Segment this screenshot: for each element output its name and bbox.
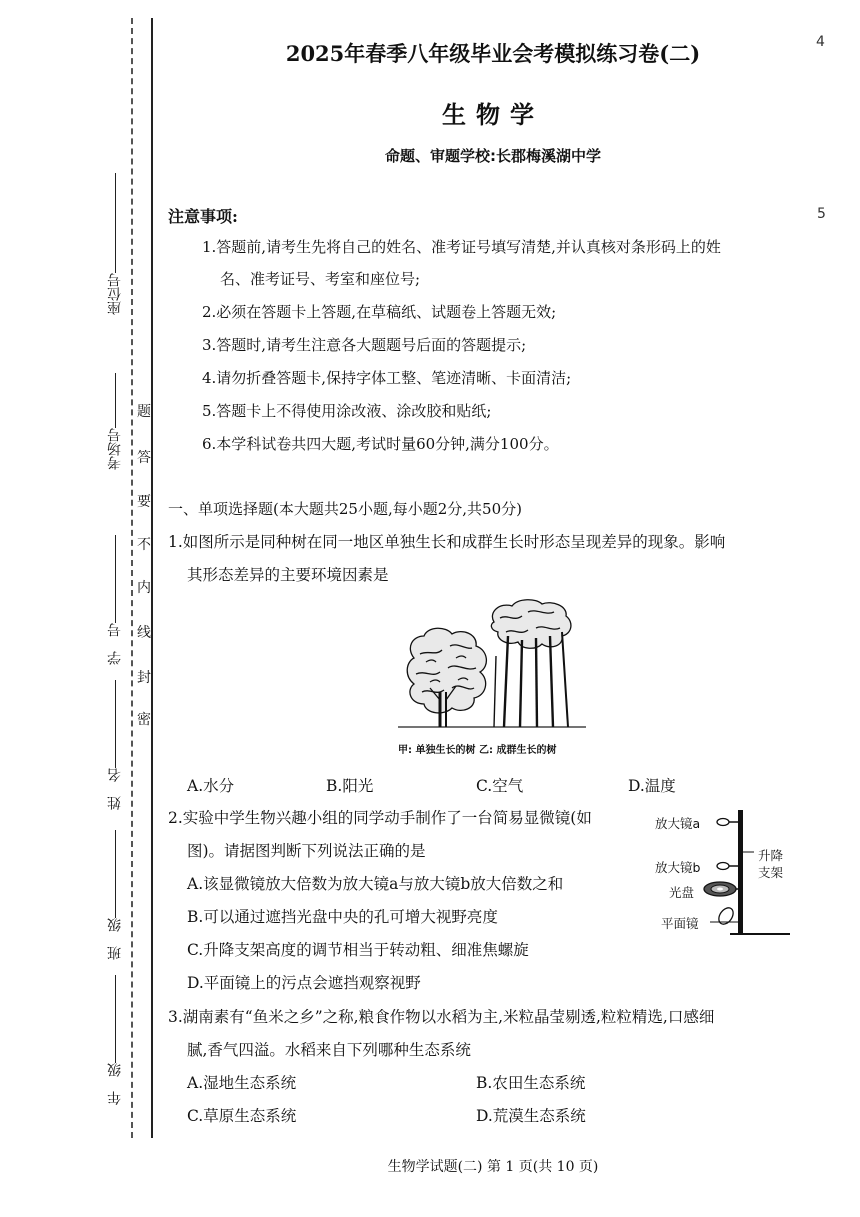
question-1-stem: 1.如图所示是同种树在同一地区单独生长和成群生长时形态呈现差异的现象。影响 [168,533,726,551]
question-1-option[interactable]: D.温度 [628,777,676,795]
seal-char: 密 [137,712,151,728]
question-2-option[interactable]: B.可以通过遮挡光盘中央的孔可增大视野亮度 [187,908,498,926]
stand-label: 升降 [758,848,784,863]
school-line: 命题、审题学校:长郡梅溪湖中学 [384,147,601,165]
stand-label: 支架 [758,865,784,880]
subject-title: 生物学 [442,100,544,129]
corner-mark: 5 [817,206,826,222]
lifting-stand-icon [738,810,743,934]
name-field[interactable] [104,660,126,810]
cut-line [131,18,133,1138]
question-3-option[interactable]: A.湿地生态系统 [187,1074,297,1092]
page-footer: 生物学试题(二) 第 1 页(共 10 页) [387,1159,599,1175]
seat-number-label: 座位号 [107,273,123,315]
question-1-option[interactable]: A.水分 [187,777,235,795]
lens-a-label: 放大镜a [655,816,701,831]
class-field[interactable] [104,810,126,960]
mirror-label: 平面镜 [661,916,699,931]
notice-item: 1.答题前,请考生先将自己的姓名、准考证号填写清楚,并认真核对条形码上的姓 [202,238,721,256]
question-1-option[interactable]: C.空气 [476,777,524,795]
figure-caption: 甲: 单独生长的树 乙: 成群生长的树 [398,745,557,756]
name-label: 姓 名 [107,768,123,810]
notice-item: 3.答题时,请考生注意各大题题号后面的答题提示; [202,336,527,354]
notice-item: 4.请勿折叠答题卡,保持字体工整、笔迹清晰、卡面清洁; [202,369,572,387]
notice-item: 名、准考证号、考室和座位号; [220,270,421,288]
seal-char: 线 [137,625,151,641]
seat-number-field[interactable] [104,150,126,315]
exam-room-label: 考场号 [107,428,123,470]
seal-char: 内 [137,580,151,596]
notice-item: 6.本学科试卷共四大题,考试时量60分钟,满分100分。 [202,435,559,453]
student-id-field[interactable] [104,515,126,665]
notice-heading: 注意事项: [168,207,238,226]
notice-item: 5.答题卡上不得使用涂改液、涂改胶和贴纸; [202,402,492,420]
question-2-option[interactable]: D.平面镜上的污点会遮挡观察视野 [187,974,421,992]
corner-mark: 4 [816,34,825,50]
seal-char: 答 [137,450,151,466]
question-3-stem: 3.湖南素有“鱼米之乡”之称,粮食作物以水稻为主,米粒晶莹剔透,粒粒精选,口感细 [168,1008,715,1026]
question-2-stem: 图)。请据图判断下列说法正确的是 [187,842,426,860]
question-3-option[interactable]: C.草原生态系统 [187,1107,297,1125]
flat-mirror-icon [716,905,736,927]
group-trees-drawing [491,600,571,727]
question-2-option[interactable]: C.升降支架高度的调节相当于转动粗、细准焦螺旋 [187,941,529,959]
grade-field[interactable] [104,955,126,1105]
question-3-option[interactable]: B.农田生态系统 [476,1074,586,1092]
question-1-stem: 其形态差异的主要环境因素是 [187,566,389,584]
question-2-option[interactable]: A.该显微镜放大倍数为放大镜a与放大镜b放大倍数之和 [187,875,564,893]
tree-growth-figure [396,596,596,742]
single-tree-drawing [407,628,486,727]
seal-char: 封 [137,670,151,686]
seal-char: 题 [137,404,151,420]
exam-room-field[interactable] [104,355,126,470]
binding-line [151,18,153,1138]
notice-item: 2.必须在答题卡上答题,在草稿纸、试题卷上答题无效; [202,303,557,321]
exam-title: 2025年春季八年级毕业会考模拟练习卷(二) [285,41,701,66]
question-2-stem: 2.实验中学生物兴趣小组的同学动手制作了一台简易显微镜(如 [168,809,592,827]
student-id-label: 学 号 [107,623,123,665]
seal-char: 要 [137,494,151,510]
question-3-stem: 腻,香气四溢。水稻来自下列哪种生态系统 [187,1041,471,1059]
question-3-option[interactable]: D.荒漠生态系统 [476,1107,586,1125]
class-label: 班 级 [107,918,123,960]
lens-b-icon [717,863,729,870]
section-heading: 一、单项选择题(本大题共25小题,每小题2分,共50分) [168,500,522,518]
lens-b-label: 放大镜b [655,860,701,875]
question-1-option[interactable]: B.阳光 [326,777,374,795]
seal-char: 不 [137,537,151,553]
grade-label: 年 级 [107,1063,123,1105]
lens-a-icon [717,819,729,826]
disc-label: 光盘 [669,885,695,900]
